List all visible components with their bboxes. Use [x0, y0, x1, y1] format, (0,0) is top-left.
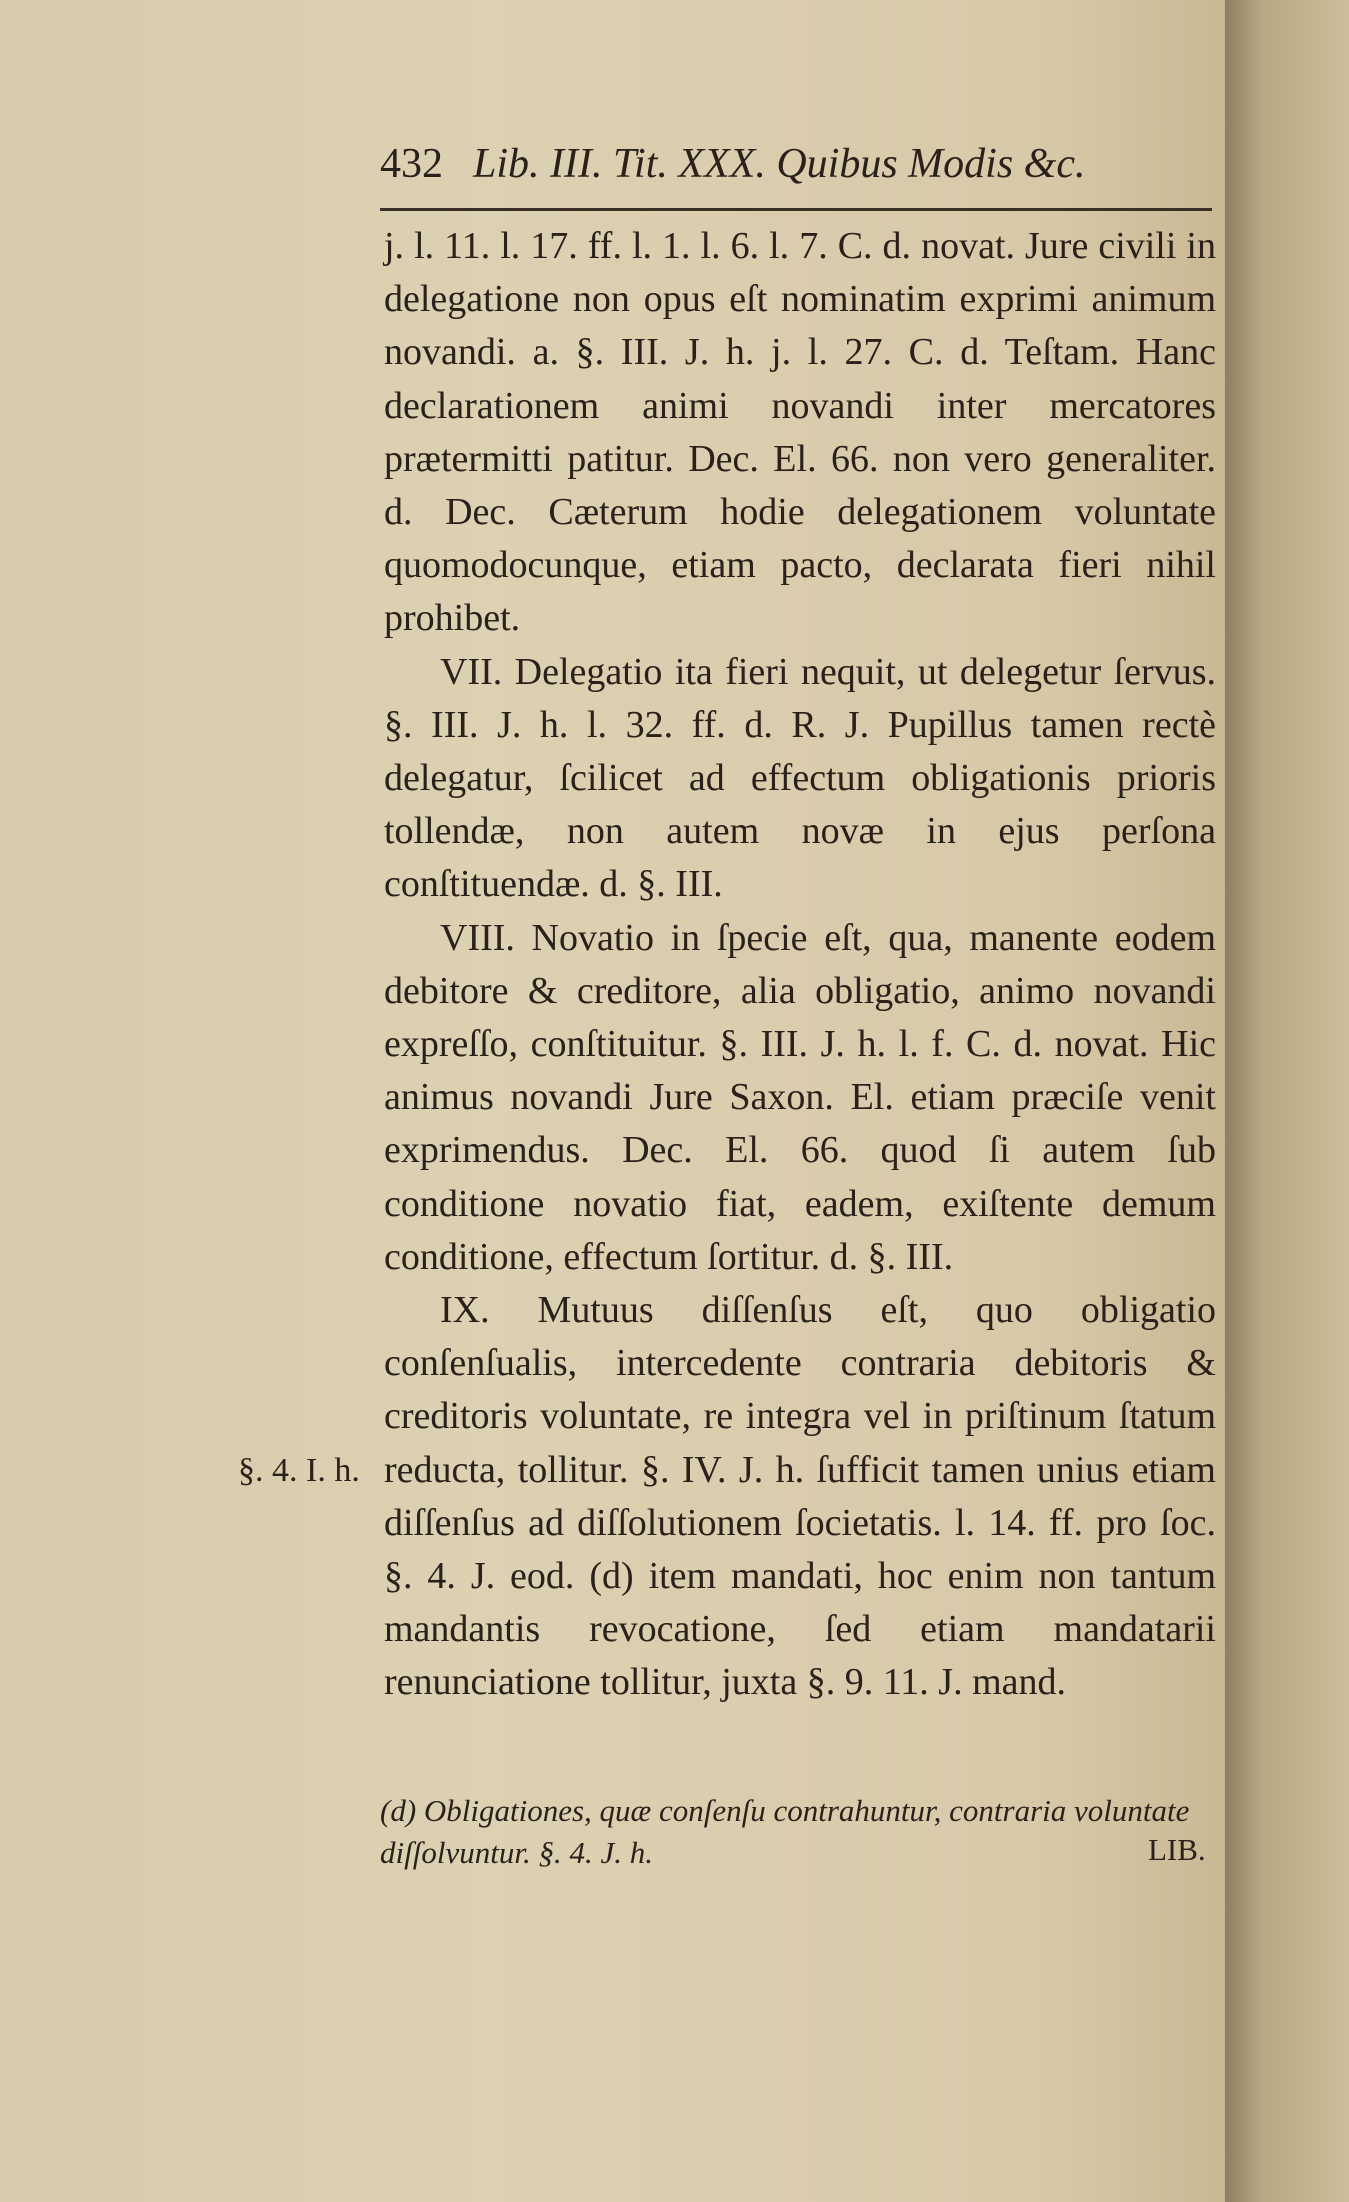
page-number: 432: [380, 141, 443, 187]
paragraph-vii: VII. Delegatio ita fieri nequit, ut delegetur ſervus. §. III. J. h. l. 32. ff. d. R. J. Pupillus tamen rectè delegatur, ſcilicet ad effectum obligationis prioris tollendæ, non autem novæ in ejus perſona conſtituendæ. d. §. III.: [384, 650, 1216, 906]
header-rule: [380, 208, 1212, 211]
footnote: (d) Obligationes, quæ conſenſu contrahuntur, contraria voluntate diſſolvuntur. §. 4. J. h.: [380, 1793, 1190, 1870]
paragraph-continued: j. l. 11. l. 17. ff. l. 1. l. 6. l. 7. C. d. novat. Jure civili in delegatione non opus eſt nominatim exprimi animum novandi. a. §. III. J. h. j. l. 27. C. d. Teſtam. Hanc declarationem animi novandi inter mercatores prætermitti patitur. Dec. El. 66. non vero generaliter. d. Dec. Cæterum hodie delegationem voluntate quomodocunque, etiam pacto, declarata fieri nihil prohibet.: [384, 225, 1216, 640]
running-header: [380, 140, 1210, 200]
running-title: Lib. III. Tit. XXX. Quibus Modis &c.: [473, 141, 1086, 187]
main-text: [384, 220, 1216, 1710]
margin-note: §. 4. I. h.: [238, 1452, 360, 1489]
paragraph-ix: IX. Mutuus diſſenſus eſt, quo obligatio conſenſualis, intercedente contraria debitoris & creditoris voluntate, re integra vel in priſtinum ſtatum reducta, tollitur. §. IV. J. h. ſufficit tamen unius etiam diſſenſus ad diſſolutionem ſocietatis. l. 14. ff. pro ſoc. §. 4. J. eod. (d) item mandati, hoc enim non tantum mandantis revocatione, ſed etiam mandatarii renunciatione tollitur, juxta §. 9. 11. J. mand.: [384, 1289, 1216, 1704]
catchword: LIB.: [1148, 1832, 1206, 1867]
paragraph-viii: VIII. Novatio in ſpecie eſt, qua, manente eodem debitore & creditore, alia obligatio, animo novandi expreſſo, conſtituitur. §. III. J. h. l. f. C. d. novat. Hic animus novandi Jure Saxon. El. etiam præciſe venit exprimendus. Dec. El. 66. quod ſi autem ſub conditione novatio fiat, eadem, exiſtente demum conditione, effectum ſortitur. d. §. III.: [384, 916, 1216, 1278]
page-gutter: [1225, 0, 1349, 2202]
